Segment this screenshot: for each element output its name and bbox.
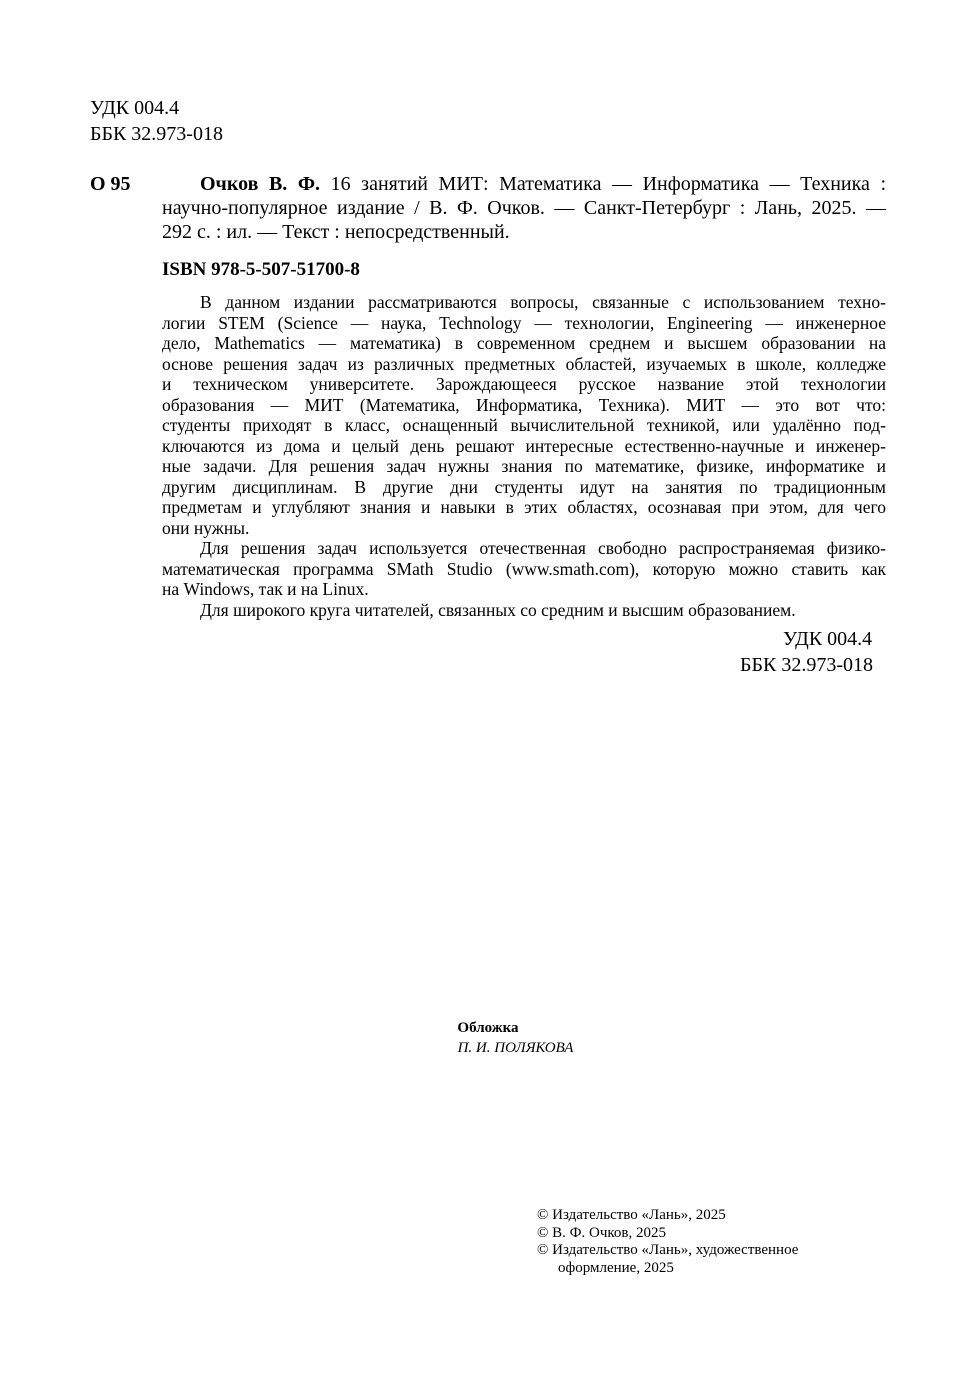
annotation-line: В данном издании рассматриваются вопросы, связанные с использованием техно- <box>200 292 886 312</box>
copyright-line: © Издательство «Лань», 2025 <box>537 1207 726 1223</box>
copyright-line: © Издательство «Лань», художественное <box>537 1242 799 1258</box>
annotation-line: они нужны. <box>162 517 250 538</box>
annotation-line: и техническом университете. Зарождающееся русское название этой технологии <box>162 374 886 394</box>
bbk-code: ББК 32.973-018 <box>90 123 223 145</box>
annotation-line: основе решения задач из различных предметных областей, изучаемых в школе, колледже <box>162 353 886 374</box>
udk-code: УДК 004.4 <box>90 97 180 119</box>
biblio-line-2: научно-популярное издание / В. Ф. Очков. — Санкт-Петербург : Лань, 2025. — <box>162 197 886 219</box>
biblio-line-1 <box>162 172 886 196</box>
bibliographic-record <box>162 172 886 244</box>
classification-codes-top <box>90 95 223 147</box>
copyright-block <box>537 1207 798 1277</box>
udk-code: УДК 004.4 <box>783 628 873 650</box>
annotation-line: предметам и углубляют знания и навыки в этих областях, осознавая при этом, для чего <box>162 497 886 517</box>
annotation-line: студенты приходят в класс, оснащенный вычислительной техникой, или удалённо под- <box>162 415 886 435</box>
author-sign: О 95 <box>90 173 131 195</box>
annotation-line: Для решения задач используется отечественная свободно распространяемая физико- <box>200 538 886 558</box>
annotation-line: образования — МИТ (Математика, Информатика, Техника). МИТ — это вот что: <box>162 394 886 415</box>
cover-designer: П. И. ПОЛЯКОВА <box>457 1040 574 1056</box>
annotation-line: Для широкого круга читателей, связанных со средним и высшим образованием. <box>200 599 796 620</box>
copyright-line: оформление, 2025 <box>558 1259 674 1276</box>
biblio-author: Очков В. Ф. <box>200 173 321 195</box>
annotation-line: на Windows, так и на Linux. <box>162 579 369 599</box>
classification-codes-bottom <box>740 626 873 678</box>
isbn-number: ISBN 978-5-507-51700-8 <box>162 259 360 280</box>
copyright-line: © В. Ф. Очков, 2025 <box>537 1224 666 1241</box>
annotation-line: математическая программа SMath Studio (www.smath.com), которую можно ставить как <box>162 558 886 579</box>
cover-label: Обложка <box>457 1020 519 1036</box>
biblio-title: 16 занятий МИТ: Математика — Информатика — Техника : <box>330 173 887 195</box>
annotation-line: логии STEM (Science — наука, Technology — технологии, Engineering — инженерное <box>162 312 886 333</box>
annotation-line: другим дисциплинам. В другие дни студенты идут на занятия по традиционным <box>162 476 886 497</box>
annotation <box>162 292 886 620</box>
bbk-code: ББК 32.973-018 <box>740 654 873 676</box>
cover-credit <box>0 1018 976 1058</box>
biblio-line-3: 292 с. : ил. — Текст : непосредственный. <box>162 221 510 243</box>
annotation-line: ключаются из дома и целый день решают интересные естественно-научные и инженер- <box>162 435 886 456</box>
annotation-line: дело, Mathematics — математика) в современном среднем и высшем образовании на <box>162 333 886 353</box>
annotation-line: ные задачи. Для решения задач нужны знания по математике, физике, информатике и <box>162 456 886 476</box>
